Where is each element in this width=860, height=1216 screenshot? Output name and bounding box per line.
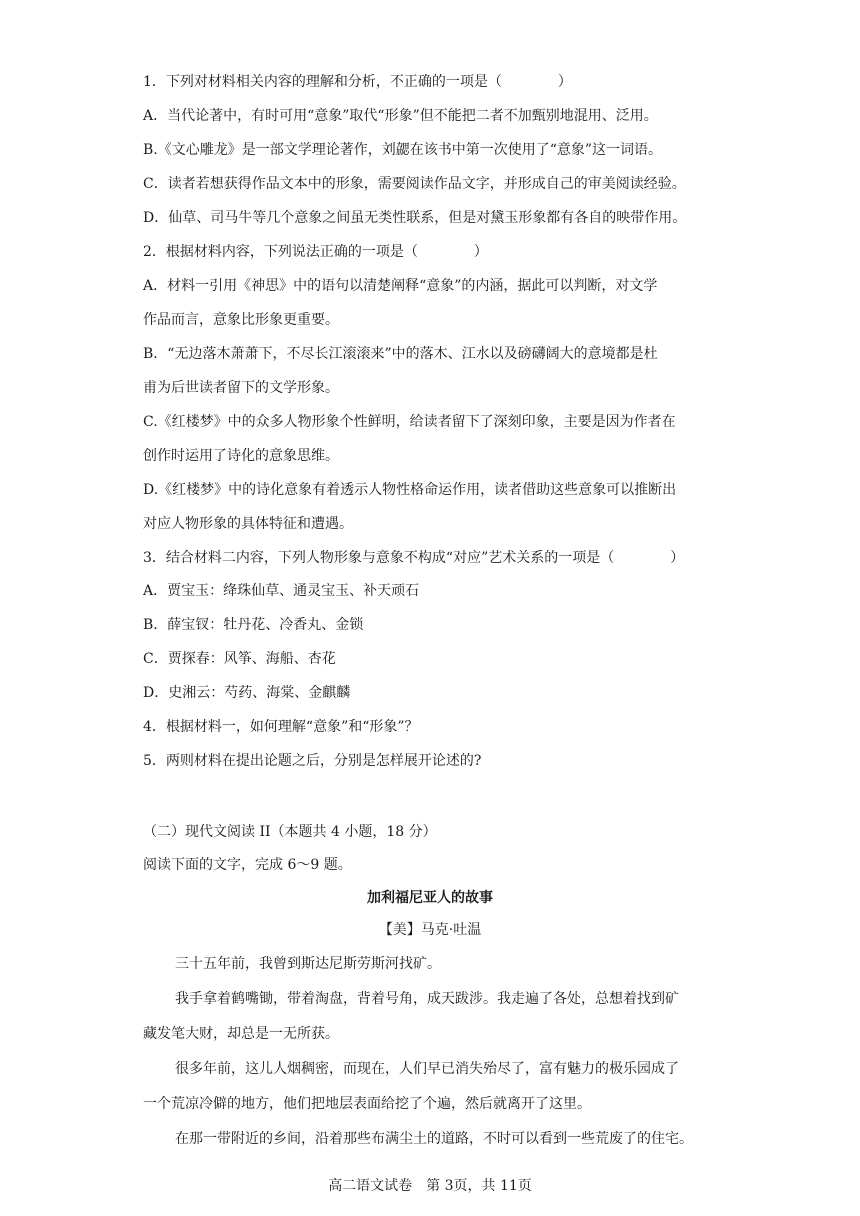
section-instruction: 阅读下面的文字，完成 6～9 题。 xyxy=(143,857,352,873)
question-2-option-b-line1: B．“无边落木萧萧下，不尽长江滚滚来”中的落木、江水以及磅礴阔大的意境都是杜 xyxy=(143,346,658,362)
question-1-option-a: A．当代论著中，有时可用“意象”取代“形象”但不能把二者不加甄别地混用、泛用。 xyxy=(143,108,658,124)
story-paragraph-1: 三十五年前，我曾到斯达尼斯劳斯河找矿。 xyxy=(175,956,441,972)
question-2-option-c-line1: C.《红楼梦》中的众多人物形象个性鲜明，给读者留下了深刻印象，主要是因为作者在 xyxy=(143,414,676,430)
story-author: 【美】马克·吐温 xyxy=(378,922,482,938)
question-1-option-b: B.《文心雕龙》是一部文学理论著作，刘勰在该书中第一次使用了“意象”这一词语。 xyxy=(143,142,663,158)
question-1-stem: 1．下列对材料相关内容的理解和分析，不正确的一项是（ ） xyxy=(143,74,572,90)
question-2-option-c-line2: 创作时运用了诗化的意象思维。 xyxy=(143,448,339,464)
question-2-stem: 2．根据材料内容，下列说法正确的一项是（ ） xyxy=(143,244,488,260)
question-5: 5．两则材料在提出论题之后，分别是怎样展开论述的? xyxy=(143,753,482,769)
story-title: 加利福尼亚人的故事 xyxy=(367,890,493,906)
question-2-option-a-line2: 作品而言，意象比形象更重要。 xyxy=(143,312,339,328)
question-1-option-c: C．读者若想获得作品文本中的形象，需要阅读作品文字，并形成自己的审美阅读经验。 xyxy=(143,176,686,192)
section-heading: （二）现代文阅读 II（本题共 4 小题，18 分） xyxy=(143,824,437,840)
question-2-option-d-line2: 对应人物形象的具体特征和遭遇。 xyxy=(143,516,353,532)
story-paragraph-3-line1: 很多年前，这儿人烟稠密，而现在，人们早已消失殆尽了，富有魅力的极乐园成了 xyxy=(175,1061,679,1077)
question-3-stem: 3．结合材料二内容，下列人物形象与意象不构成“对应”艺术关系的一项是（ ） xyxy=(143,550,685,566)
question-3-option-c: C．贾探春：风筝、海船、杏花 xyxy=(143,651,336,667)
question-2-option-b-line2: 甫为后世读者留下的文学形象。 xyxy=(143,380,339,396)
question-1-option-d: D．仙草、司马牛等几个意象之间虽无类性联系，但是对黛玉形象都有各自的映带作用。 xyxy=(143,210,687,226)
question-3-option-b: B．薛宝钗：牡丹花、冷香丸、金锁 xyxy=(143,617,364,633)
question-2-option-d-line1: D.《红楼梦》中的诗化意象有着透示人物性格命运作用，读者借助这些意象可以推断出 xyxy=(143,482,677,498)
page-footer: 高二语文试卷 第 3页，共 11页 xyxy=(328,1178,532,1194)
question-3-option-d: D．史湘云：芍药、海棠、金麒麟 xyxy=(143,685,351,701)
question-3-option-a: A．贾宝玉：绛珠仙草、通灵宝玉、补天顽石 xyxy=(143,583,420,599)
question-4: 4．根据材料一，如何理解“意象”和“形象”？ xyxy=(143,719,419,735)
story-paragraph-3-line2: 一个荒凉冷僻的地方，他们把地层表面给挖了个遍，然后就离开了这里。 xyxy=(143,1096,591,1112)
story-paragraph-2-line2: 藏发笔大财，却总是一无所获。 xyxy=(143,1026,339,1042)
story-paragraph-2-line1: 我手拿着鹤嘴锄，带着淘盘，背着号角，成天跋涉。我走遍了各处，总想着找到矿 xyxy=(175,991,679,1007)
question-2-option-a-line1: A．材料一引用《神思》中的语句以清楚阐释“意象”的内涵，据此可以判断，对文学 xyxy=(143,278,658,294)
story-paragraph-4: 在那一带附近的乡间，沿着那些布满尘土的道路，不时可以看到一些荒废了的住宅。 xyxy=(175,1131,693,1147)
